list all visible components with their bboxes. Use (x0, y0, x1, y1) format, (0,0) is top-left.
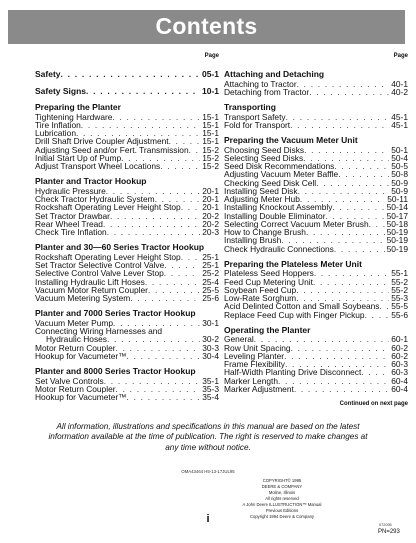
copyright-line: Copyright 1994 Deere & Company (249, 514, 314, 519)
toc-entry[interactable] (35, 70, 219, 80)
dot-leader (127, 352, 201, 360)
toc-entry-page: 35-1 (202, 375, 219, 386)
toc-entry-label: Installing Double Eliminator (224, 210, 326, 221)
dot-leader (338, 170, 389, 178)
dot-leader (286, 113, 390, 121)
toc-entry-page: 50-9 (391, 177, 408, 188)
toc-entry[interactable] (35, 228, 219, 236)
toc-section (35, 70, 219, 80)
left-column (35, 52, 219, 408)
toc-entry[interactable] (224, 311, 408, 319)
toc-entry-page: 30-1 (202, 317, 219, 328)
toc-entry-label: Drill Shaft Drive Coupler Adjustment (35, 136, 169, 147)
toc-entry-page: 35-4 (202, 392, 219, 402)
toc-entry-page: 50-19 (386, 235, 408, 246)
dot-leader (130, 294, 200, 302)
copyright-line: A John Deere ILLUSTRUCTION™ Manual (242, 502, 322, 507)
toc-section (35, 177, 219, 236)
copyright-line: Moline, Illinois (268, 490, 296, 495)
toc-entry-page: 50-19 (386, 243, 408, 254)
toc-entry-page: 45-1 (391, 119, 408, 130)
toc-entry-label: Row Unit Spacing (224, 342, 291, 353)
dot-leader (107, 335, 200, 343)
toc-entry-page: 20-1 (202, 202, 219, 213)
toc-entry-page: 50-17 (386, 210, 408, 221)
toc-entry[interactable] (35, 393, 219, 401)
dot-leader (297, 80, 390, 88)
toc-entry-label: Check Tractor Hydraulic System (35, 194, 155, 204)
toc-entry-page: 25-1 (202, 260, 219, 270)
dot-leader (86, 87, 200, 97)
toc-entry-label: Set Valve Controls (35, 375, 104, 386)
toc-entry-page: 55-6 (391, 309, 408, 320)
toc-entry-label: Motor Return Coupler (35, 383, 116, 394)
toc-entry-label: How to Change Brush (224, 227, 306, 237)
toc-section (35, 103, 219, 170)
toc-entry-label: Acid Delinted Cotton and Small Soybeans (224, 301, 380, 312)
toc-entry-label: Lubrication (35, 128, 76, 138)
dot-leader (365, 311, 390, 319)
toc-entry-page: 55-5 (391, 301, 408, 312)
toc-entry-page: 15-2 (202, 144, 219, 155)
toc-entry-page: 40-1 (391, 78, 408, 89)
toc-entry-label: Installing Seed Disk (224, 185, 298, 196)
dot-leader (296, 286, 389, 294)
toc-entry-page: 55-2 (391, 284, 408, 295)
toc-entry-label: Adjusting Vacuum Meter Baffle (224, 169, 339, 180)
toc-entry-label: Hydraulic Pressure (35, 185, 106, 196)
toc-entry-label: Marker Adjustment (224, 383, 294, 394)
toc-entry-label: Installing Hydraulic Lift Hoses (35, 276, 145, 287)
toc-section (35, 87, 219, 97)
toc-entry-label: Rockshaft Operating Lever Height Stop (35, 202, 181, 213)
toc-entry-label: Seed Disk Recommendations (224, 161, 335, 171)
toc-entry-page: 50-8 (391, 169, 408, 180)
dot-leader (278, 377, 389, 385)
toc-entry-page: 50-18 (386, 218, 408, 229)
section-heading: Planter and Tractor Hookup (35, 176, 147, 187)
toc-entry-page: 60-3 (391, 367, 408, 378)
toc-section (224, 326, 408, 393)
toc-entry-page: 15-2 (202, 161, 219, 171)
toc-section (224, 103, 408, 129)
section-heading: Transporting (224, 102, 276, 112)
toc-entry-page: 50-11 (387, 194, 408, 204)
toc-entry-label: Attaching to Tractor (224, 78, 297, 89)
dot-leader (61, 70, 200, 80)
dot-leader (309, 88, 389, 96)
toc-entry-page: 55-2 (391, 276, 408, 287)
toc-entry-label: Initial Start Up of Pump (35, 152, 122, 163)
toc-entry-label: Hookup for Vacumeter™ (35, 350, 127, 361)
toc-entry-label: Installing Knockout Assembly (224, 202, 333, 213)
toc-entry-label: Selecting Seed Disks (224, 152, 304, 163)
toc-entry-page: 60-4 (391, 375, 408, 386)
toc-entry-label: Motor Return Coupler (35, 342, 116, 353)
toc-entry-label: Set Tractor Drawbar (35, 210, 110, 221)
toc-entry-page: 40-2 (391, 86, 408, 97)
toc-entry-label: Marker Length (224, 375, 278, 386)
copyright-line: COPYRIGHT© 1995 (262, 478, 302, 483)
dot-leader (116, 385, 201, 393)
toc-entry-label: Detaching from Tractor (224, 86, 310, 97)
toc-entry-label: Fold for Transport (224, 119, 291, 130)
toc-entry-label: Adjusting Seed and/or Fert. Transmission (35, 144, 189, 155)
toc-entry-label: Vacuum Motor Return Coupler (35, 284, 148, 295)
toc-entry-label: Tire Inflation (35, 119, 81, 130)
toc-entry[interactable] (224, 245, 408, 253)
toc-entry-label: Tightening Hardware (35, 111, 113, 122)
toc-entry-label: Frame Flexibility (224, 359, 285, 369)
toc-entry-label: Safety Signs (35, 85, 87, 96)
toc-entry-label: Rear Wheel Tread (35, 218, 103, 229)
page-title: Contents (155, 12, 258, 39)
toc-entry[interactable] (224, 88, 408, 96)
toc-section (35, 367, 219, 401)
dot-leader (290, 121, 389, 129)
page-column-header: Page (204, 53, 219, 59)
toc-entry-label: Vacuum Metering System (35, 293, 131, 303)
copyright-line: Previous Editions (265, 508, 299, 513)
toc-entry-page: 25-6 (202, 293, 219, 303)
toc-entry-page: 20-2 (202, 218, 219, 229)
toc-entry-page: 15-1 (202, 111, 219, 122)
toc-entry-label: Selective Control Valve Lever Stop (35, 268, 164, 279)
toc-section (224, 136, 408, 253)
toc-section (224, 260, 408, 319)
dot-leader (304, 146, 389, 154)
toc-entry-page: 20-2 (202, 210, 219, 221)
dot-leader (103, 220, 200, 228)
section-heading: Planter and 7000 Series Tractor Hookup (35, 308, 196, 319)
toc-entry-page: 50-4 (391, 152, 408, 163)
toc-entry-label: Soybean Feed Cup (224, 284, 297, 295)
toc-entry-page: 30-3 (202, 342, 219, 353)
section-heading: Preparing the Vacuum Meter Unit (224, 135, 358, 145)
dot-leader (306, 228, 385, 236)
page-number: i (206, 513, 210, 525)
toc-entry-label: Replace Feed Cup with Finger Pickup (224, 309, 365, 320)
dot-leader (116, 344, 201, 352)
disclaimer: All information, illustrations and specifications in this manual are based on the latest information available at the time of publication. The right is reserved to make changes at any time without notice. (48, 422, 368, 452)
toc-entry-page: 35-3 (202, 383, 219, 394)
toc-entry-label: Leveling Planter (224, 350, 285, 361)
dot-leader (334, 162, 389, 170)
toc-entry-label: Check Tire Inflation (35, 227, 107, 237)
toc-entry-label: Transport Safety (224, 111, 286, 122)
dot-leader (110, 212, 200, 220)
toc-entry-page: 10-1 (201, 85, 219, 96)
toc-entry-page: 50-14 (386, 202, 408, 213)
dot-leader (164, 261, 200, 269)
dot-leader (145, 278, 200, 286)
toc-entry-page: 20-3 (202, 227, 219, 237)
toc-entry-page: 50-19 (386, 227, 408, 237)
dot-leader (332, 203, 384, 211)
toc-entry-label: Installing Brush (224, 235, 282, 246)
dot-leader (380, 302, 390, 310)
toc-entry-page: 50-5 (391, 161, 408, 171)
toc-entry-page: 25-2 (202, 268, 219, 279)
toc-entry-page: 30-4 (202, 350, 219, 361)
toc-entry-label: Half-Width Planting Drive Disconnect (224, 367, 362, 378)
toc-entry-label: Set Tractor Selective Control Valve (35, 260, 165, 270)
toc-section (224, 70, 408, 96)
toc-entry-page: 60-4 (391, 383, 408, 394)
toc-entry-page: 15-2 (202, 152, 219, 163)
toc-entry[interactable] (224, 121, 408, 129)
copyright-line: DEERE & COMPANY (261, 484, 303, 489)
toc-entry-page: 30-2 (202, 334, 219, 345)
toc-entry-label: Choosing Seed Disks (224, 144, 305, 155)
title-rule (8, 42, 405, 44)
toc-entry-page: 50-9 (391, 185, 408, 196)
section-heading: Operating the Planter (224, 324, 311, 335)
toc-entry-label: Adjusting Meter Hub (224, 194, 300, 204)
toc-entry-page: 25-4 (202, 276, 219, 287)
toc-entry-page: 15-1 (202, 136, 219, 147)
toc-entry-label: Selecting Correct Vacuum Meter Brush (224, 218, 369, 229)
section-heading: Planter and 30—60 Series Tractor Hookup (35, 242, 205, 253)
toc-entry-label: Plateless Seed Hoppers (224, 268, 314, 279)
toc-entry-label: Vacuum Meter Pump (35, 317, 114, 328)
toc-entry-label: Hydraulic Hoses (46, 334, 107, 345)
toc-entry-label: Rockshaft Operating Lever Height Stop (35, 251, 181, 262)
toc-entry-page: 25-1 (202, 251, 219, 262)
toc-section (35, 243, 219, 302)
dot-leader (294, 385, 389, 393)
dot-leader (361, 368, 389, 376)
dot-leader (164, 269, 200, 277)
toc-entry[interactable] (35, 162, 219, 170)
toc-entry-label: Hookup for Vacumeter™ (35, 392, 127, 402)
section-heading: Preparing the Planter (35, 102, 121, 112)
dot-leader (107, 228, 201, 236)
toc-entry-label: General (224, 334, 254, 345)
dot-leader (313, 278, 389, 286)
small-code: 072095 (379, 523, 392, 527)
dot-leader (334, 245, 385, 253)
toc-entry-label: Adjust Transport Wheel Locations (35, 161, 161, 171)
toc-entry-page: 20-1 (202, 185, 219, 196)
toc-entry[interactable] (224, 385, 408, 393)
toc-entry-page: 45-1 (391, 111, 408, 122)
toc-entry[interactable] (35, 352, 219, 360)
toc-section (35, 309, 219, 360)
copyright-line: All rights reserved (265, 496, 299, 501)
document-code: OMA43464 H5-13-17JUL95 (181, 469, 235, 474)
dot-leader (316, 179, 389, 187)
toc-entry-label: Checking Seed Disk Cell (224, 177, 317, 188)
toc-entry-label: Feed Cup Metering Unit (224, 276, 313, 287)
section-heading: Preparing the Plateless Meter Unit (224, 258, 362, 269)
toc-entry-page: 05-1 (201, 69, 219, 79)
section-heading: Attaching and Detaching (224, 69, 325, 79)
toc-entry-page: 60-3 (391, 359, 408, 369)
right-column (224, 52, 408, 408)
toc-entry-page: 20-1 (202, 194, 219, 204)
section-heading: Planter and 8000 Series Tractor Hookup (35, 366, 196, 376)
dot-leader (291, 344, 390, 352)
toc-entry-label: Connecting Wiring Harnesses and (35, 326, 163, 336)
toc-entry[interactable] (35, 87, 219, 97)
dot-leader (104, 377, 200, 385)
dot-leader (81, 121, 200, 129)
toc-entry-page: 60-2 (391, 350, 408, 361)
dot-leader (181, 203, 201, 211)
toc-entry-page: 60-2 (391, 342, 408, 353)
dot-leader (127, 393, 201, 401)
dot-leader (148, 286, 200, 294)
dot-leader (298, 187, 390, 195)
toc-entry-page: 15-1 (202, 119, 219, 130)
toc-entry-page: 55-1 (391, 268, 408, 279)
pn-label: PN=293 (378, 529, 400, 535)
dot-leader (181, 253, 201, 261)
continued-note: Continued on next page (339, 401, 408, 407)
title-bar (8, 10, 405, 42)
toc-entry[interactable] (35, 294, 219, 302)
toc-entry-page: 55-3 (391, 293, 408, 303)
dot-leader (189, 146, 201, 154)
page-column-header: Page (393, 53, 408, 59)
toc-entry-page: 25-5 (202, 284, 219, 295)
toc-entry-page: 50-1 (391, 144, 408, 155)
dot-leader (314, 269, 389, 277)
toc-entry-label: Check Hydraulic Connections (224, 243, 334, 254)
toc-entry-label: Low-Rate Sorghum (224, 293, 297, 303)
dot-leader (369, 220, 385, 228)
toc-entry-label: Safety (35, 69, 61, 79)
toc-entry-page: 15-1 (202, 128, 219, 138)
dot-leader (112, 113, 200, 121)
toc-entry-page: 60-1 (391, 334, 408, 345)
dot-leader (284, 352, 389, 360)
dot-leader (160, 162, 200, 170)
